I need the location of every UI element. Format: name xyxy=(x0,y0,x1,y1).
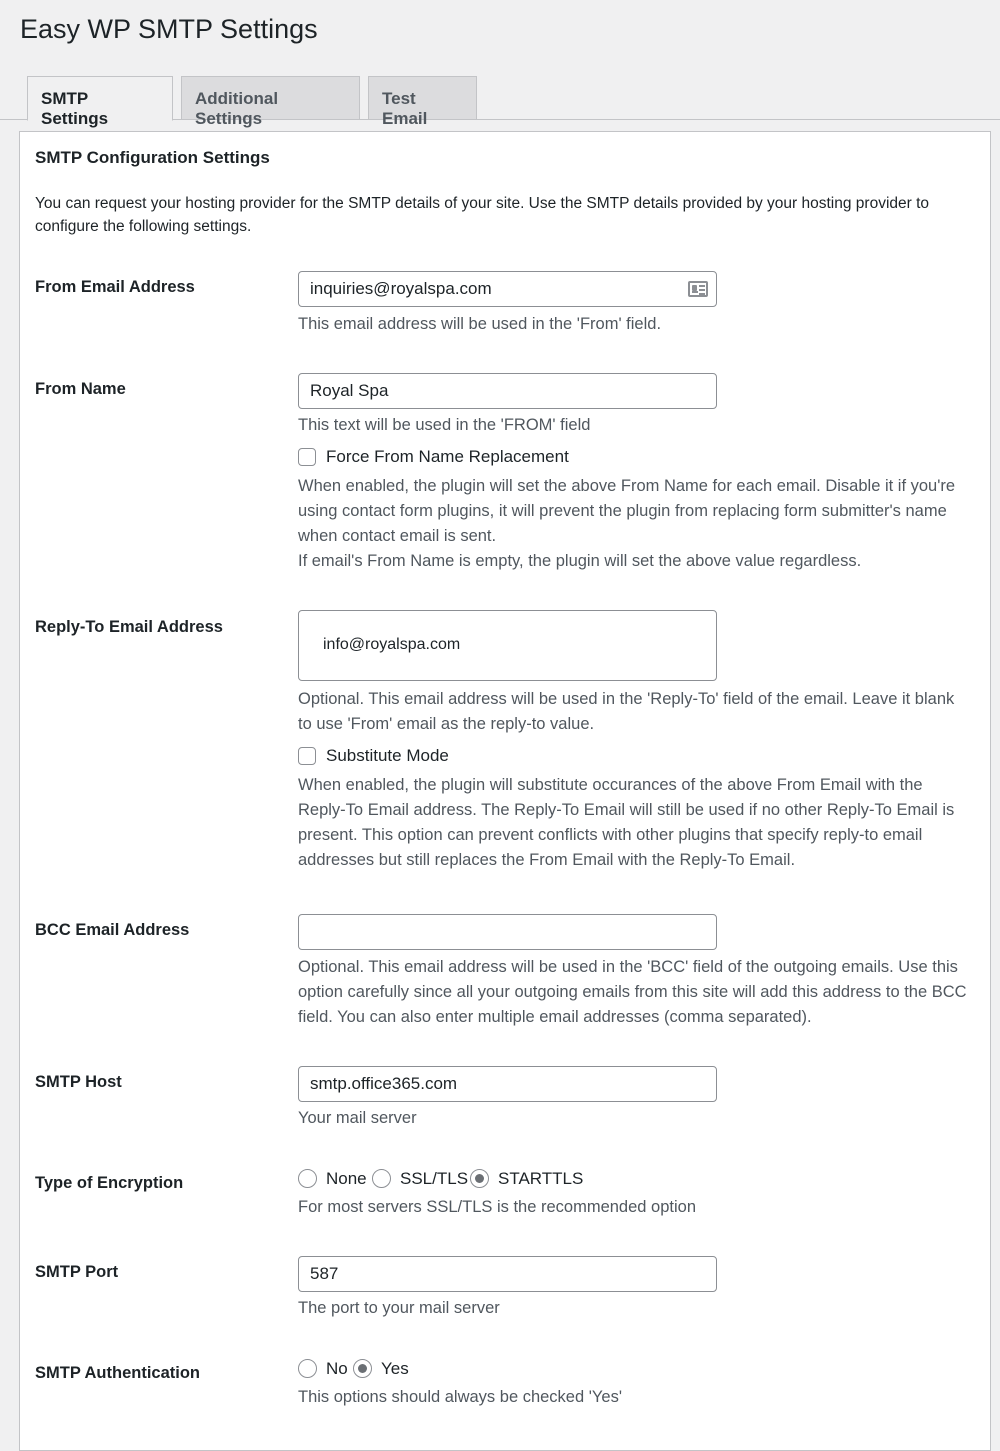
substitute-mode-label[interactable]: Substitute Mode xyxy=(326,746,449,765)
encryption-starttls-label[interactable]: STARTTLS xyxy=(498,1169,584,1188)
encryption-none-radio[interactable] xyxy=(298,1169,317,1188)
encryption-none-label[interactable]: None xyxy=(326,1169,367,1188)
section-intro: You can request your hosting provider for the SMTP details of your site. Use the SMTP details provided by your hosting provider to configure the following settings. xyxy=(35,195,930,235)
section-title: SMTP Configuration Settings xyxy=(35,148,270,167)
bcc-input[interactable] xyxy=(298,914,717,950)
substitute-mode-checkbox[interactable] xyxy=(298,747,316,765)
from-email-input[interactable] xyxy=(298,271,717,307)
substitute-mode-description: When enabled, the plugin will substitute occurances of the above From Email with the Reply-To Email address. The Reply-To Email will still be used if no other Reply-To Email is present. This option can prevent conflicts with other plugins that specify reply-to email addresses but still replaces the From Email with the Reply-To Email. xyxy=(298,776,955,869)
from-email-description: This email address will be used in the 'From' field. xyxy=(298,315,662,333)
from-email-label: From Email Address xyxy=(35,278,195,296)
bcc-description: Optional. This email address will be used in the 'BCC' field of the outgoing emails. Use this option carefully since all your outgoing emails from this site will add this address to the BCC field. You can also enter multiple email addresses (comma separated). xyxy=(298,958,967,1026)
encryption-ssl-label[interactable]: SSL/TLS xyxy=(400,1169,469,1188)
reply-to-value: info@royalspa.com xyxy=(323,636,461,653)
smtp-auth-label: SMTP Authentication xyxy=(35,1364,200,1382)
bcc-label: BCC Email Address xyxy=(35,921,190,939)
smtp-host-label: SMTP Host xyxy=(35,1073,122,1091)
from-name-input[interactable] xyxy=(298,373,717,409)
settings-panel xyxy=(19,131,991,1451)
smtp-port-description: The port to your mail server xyxy=(298,1299,500,1317)
encryption-ssl-radio[interactable] xyxy=(372,1169,391,1188)
reply-to-description: Optional. This email address will be used in the 'Reply-To' field of the email. Leave it blank to use 'From' email as the reply-to value. xyxy=(298,690,955,733)
page-title: Easy WP SMTP Settings xyxy=(20,14,318,44)
contact-card-icon[interactable] xyxy=(688,281,708,297)
force-from-name-label[interactable]: Force From Name Replacement xyxy=(326,447,569,466)
auth-yes-label[interactable]: Yes xyxy=(381,1359,409,1378)
force-from-name-description: When enabled, the plugin will set the above From Name for each email. Disable it if you're using contact form plugins, it will prevent the plugin from replacing form submitter's name when contact email is sent. xyxy=(298,477,956,545)
from-name-label: From Name xyxy=(35,380,126,398)
force-from-name-note: If email's From Name is empty, the plugin will set the above value regardless. xyxy=(298,552,862,570)
settings-tabs xyxy=(0,76,1000,128)
smtp-host-input[interactable] xyxy=(298,1066,717,1102)
smtp-port-input[interactable] xyxy=(298,1256,717,1292)
smtp-auth-description: This options should always be checked 'Yes' xyxy=(298,1388,622,1406)
tab-additional-settings[interactable]: Additional Settings xyxy=(181,76,360,120)
from-email-value: inquiries@royalspa.com xyxy=(310,279,492,298)
smtp-port-label: SMTP Port xyxy=(35,1263,119,1281)
encryption-description: For most servers SSL/TLS is the recommended option xyxy=(298,1198,696,1216)
auth-yes-radio[interactable] xyxy=(353,1359,372,1378)
from-name-description: This text will be used in the 'FROM' field xyxy=(298,416,591,434)
reply-to-input[interactable] xyxy=(298,610,717,681)
tab-smtp-settings[interactable]: SMTP Settings xyxy=(27,76,173,121)
auth-no-label[interactable]: No xyxy=(326,1359,348,1378)
reply-to-label: Reply-To Email Address xyxy=(35,618,223,636)
encryption-starttls-radio[interactable] xyxy=(470,1169,489,1188)
encryption-label: Type of Encryption xyxy=(35,1174,184,1192)
tab-test-email[interactable]: Test Email xyxy=(368,76,477,120)
auth-no-radio[interactable] xyxy=(298,1359,317,1378)
force-from-name-checkbox[interactable] xyxy=(298,448,316,466)
smtp-host-description: Your mail server xyxy=(298,1109,417,1127)
